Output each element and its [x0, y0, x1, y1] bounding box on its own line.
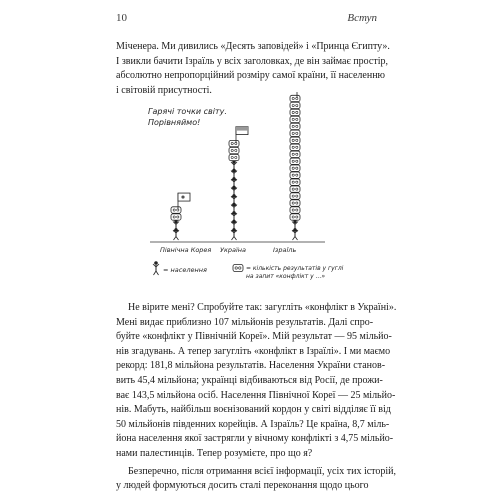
search-result-icon [290, 158, 300, 164]
search-result-icon [229, 140, 239, 146]
text-line: і світовій присутності. [116, 84, 212, 96]
person-icon [153, 261, 159, 275]
search-result-icon [229, 154, 239, 160]
search-result-icon [290, 95, 300, 101]
figure-title-line1: Гарячі точки світу. [148, 107, 227, 116]
search-result-icon [290, 137, 300, 143]
legend-search-label-2: на запит «конфлікт у ...» [246, 273, 326, 280]
top-paragraph [116, 40, 390, 98]
legend-search-label-1: = кількість результатів у гуглі [246, 265, 344, 272]
population-figure [173, 228, 179, 240]
text-line: буйте «конфлікт у Північній Кореї». Мій результат — 95 мільйо- [116, 331, 392, 343]
search-result-icon [290, 165, 300, 171]
search-result-icon [290, 186, 300, 192]
search-result-icon [290, 102, 300, 108]
search-result-icon [290, 200, 300, 206]
search-result-icon [290, 193, 300, 199]
label-north-korea: Північна Корея [160, 246, 212, 254]
search-result-icon [290, 214, 300, 220]
text-line: Безперечно, після отримання всієї інформації, усіх тих історій, [128, 465, 397, 477]
text-line: 50 мільйонів південних корейців. А Ізраїль? Це країна, 8,7 міль- [116, 418, 390, 430]
text-line: нами палестинців. Тепер розумієте, про що я? [116, 447, 313, 459]
figure-title-line2: Порівняймо! [148, 118, 201, 127]
text-line: Міченера. Ми дивились «Десять заповідей» і «Принца Єгипту». [116, 41, 390, 52]
search-result-icon [290, 179, 300, 185]
search-result-icon [290, 151, 300, 157]
search-result-icon [171, 214, 181, 220]
figure-illustration [130, 92, 370, 292]
search-result-icon [290, 144, 300, 150]
bottom-paragraph [116, 301, 397, 494]
text-line: нів згадувань. А тепер загугліть «конфлікт в Ізраїлі». І ми маємо [116, 345, 391, 357]
search-results-icon [233, 265, 243, 272]
text-line: вить 45,4 мільйона; українці відбиваються від Росії, де прожи- [116, 374, 383, 386]
text-line: ває 143,5 мільйона осіб. Населення Північної Кореї — 25 мільйо- [116, 389, 396, 401]
text-line: І звикли бачити Ізраїль у всіх заголовках, де він займає простір, [116, 55, 388, 67]
search-result-icon [290, 207, 300, 213]
label-israel: Ізраїль [273, 246, 297, 254]
label-ukraine: Україна [220, 246, 247, 254]
legend-population-label: = населення [163, 266, 207, 274]
text-line: Мені видає приблизно 107 мільйонів результатів. Далі спро- [116, 316, 374, 328]
search-result-icon [290, 123, 300, 129]
search-result-icon [290, 109, 300, 115]
text-line: Не вірите мені? Спробуйте так: загугліть «конфлікт в Україні». [128, 302, 397, 313]
text-line: йона населення якої застрягли у вічному конфлікті з 4,75 мільйо- [116, 433, 394, 445]
population-figure [231, 228, 237, 240]
page-number: 10 [116, 12, 127, 24]
population-figure [292, 228, 298, 240]
search-result-icon [229, 147, 239, 153]
text-line: абсолютно непропорційний розміру самої країни, її населенню [116, 70, 386, 82]
search-result-icon [290, 172, 300, 178]
legend-search [233, 265, 344, 281]
hand-drawn-figure [130, 92, 370, 292]
legend-population [153, 261, 207, 275]
section-title: Вступ [347, 12, 377, 24]
text-line: у людей формуються досить сталі переконання щодо цього [116, 480, 369, 492]
search-result-icon [290, 116, 300, 122]
search-result-icon [290, 130, 300, 136]
search-result-icon [171, 207, 181, 213]
text-line: нів. Мабуть, найбільш воєнізований кордон у світі відділяє її від [116, 404, 391, 416]
text-line: рекорд: 181,8 мільйона результатів. Населення України станов- [116, 360, 386, 372]
